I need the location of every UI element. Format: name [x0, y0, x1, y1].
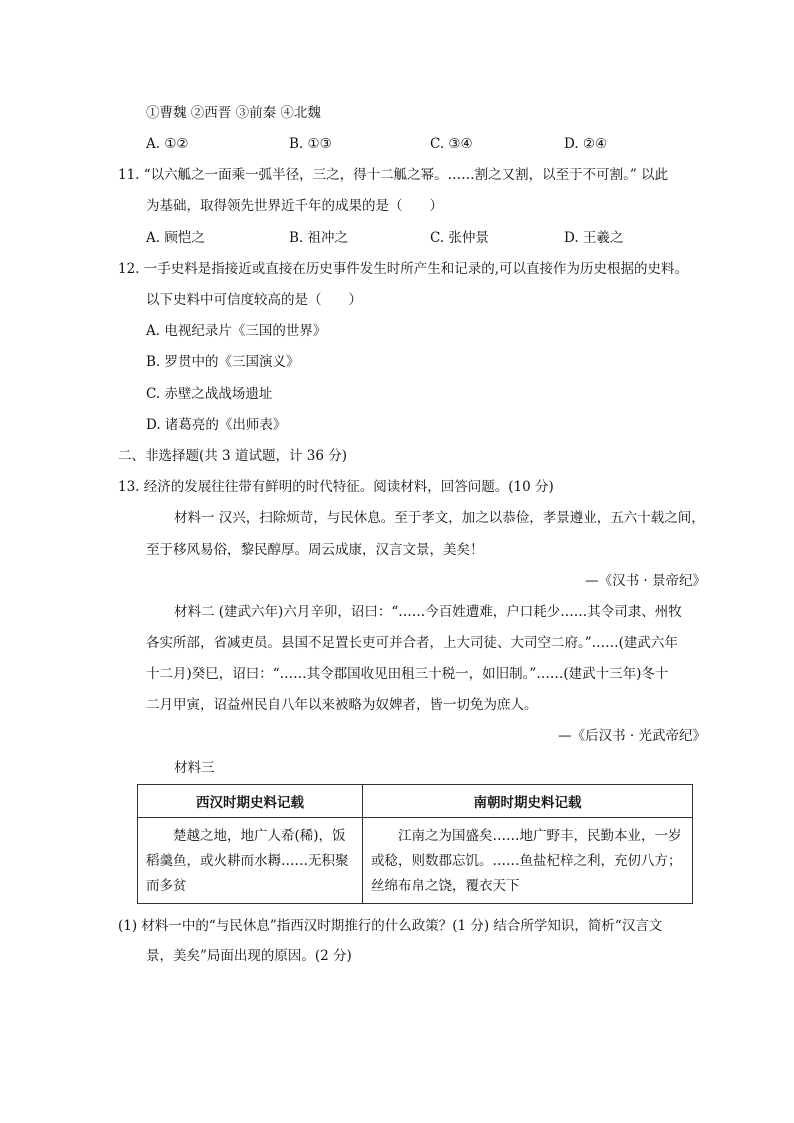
q13-material2-line2: 各实所部，省减吏员。县国不足置长吏可并合者，上大司徒、大司空二府。”……(建武六年 [146, 635, 678, 651]
q11-stem-line2: 为基础，取得领先世界近千年的成果的是（ ） [146, 198, 443, 214]
section-heading: 二、非选择题(共 3 道试题，计 36 分) [118, 448, 347, 464]
q10-items: ①曹魏 ②西晋 ③前秦 ④北魏 [146, 105, 321, 121]
q13-material3-table [137, 784, 693, 904]
q13-material1-line1: 材料一 汉兴，扫除烦苛，与民休息。至于孝文，加之以恭俭，孝景遵业，五六十载之间， [174, 510, 705, 526]
q13-sub1-line2: 景，美矣”局面出现的原因。(2 分) [146, 948, 352, 964]
q10-option-b: B. ①③ [289, 136, 332, 152]
q12-option-a: A. 电视纪录片《三国的世界》 [146, 323, 327, 339]
q11-option-c: C. 张仲景 [430, 230, 489, 246]
table-cell-southern-dynasties: 江南之为国盛矣……地广野丰，民勤本业，一岁或稔，则数郡忘饥。……鱼盐杞梓之利，充仞八方；丝绵布帛之饶，覆衣天下 [363, 818, 693, 904]
q10-option-c: C. ③④ [430, 136, 473, 152]
q12-option-b: B. 罗贯中的《三国演义》 [146, 354, 300, 370]
q13-material2-line3: 十二月)癸巳，诏曰：“……其令郡国收见田租三十税一，如旧制。”……(建武十三年)冬十 [146, 666, 669, 682]
table-header-west-han: 西汉时期史料记载 [138, 785, 363, 818]
q13-sub1-line1: (1) 材料一中的“与民休息”指西汉时期推行的什么政策？(1 分) 结合所学知识，简析“汉言文 [118, 918, 663, 934]
q13-material3-label: 材料三 [174, 760, 215, 776]
q11-stem-line1: 11. “以六觚之一面乘一弧半径，三之，得十二觚之幂。……割之又割，以至于不可割。” 以此 [118, 167, 669, 183]
q13-material2-line1: 材料二 (建武六年)六月辛卯，诏曰：“……今百姓遭难，户口耗少……其令司隶、州牧 [174, 604, 682, 620]
q12-option-d: D. 诸葛亮的《出师表》 [146, 417, 287, 433]
q13-material1-line2: 至于移风易俗，黎民醇厚。周云成康，汉言文景，美矣！ [146, 542, 484, 558]
q13-intro: 13. 经济的发展往往带有鲜明的时代特征。阅读材料，回答问题。(10 分) [118, 479, 554, 495]
q13-material2-source: —《后汉书 · 光武帝纪》 [558, 728, 706, 744]
q10-option-a: A. ①② [146, 136, 189, 152]
table-cell-west-han: 楚越之地，地广人希(稀)，饭稻羹鱼，或火耕而水耨……无积聚而多贫 [138, 818, 363, 904]
q12-option-c: C. 赤壁之战战场遗址 [146, 386, 273, 402]
q12-stem-line1: 12. 一手史料是指接近或直接在历史事件发生时所产生和记录的,可以直接作为历史根据的史料。 [118, 261, 689, 277]
q12-stem-line2: 以下史料中可信度较高的是（ ） [146, 292, 362, 308]
q10-option-d: D. ②④ [564, 136, 608, 152]
q13-material2-line4: 二月甲寅，诏益州民自八年以来被略为奴婢者，皆一切免为庶人。 [146, 697, 538, 713]
q11-option-a: A. 顾恺之 [146, 230, 205, 246]
q13-material1-source: —《汉书 · 景帝纪》 [585, 573, 706, 589]
q11-option-b: B. 祖冲之 [289, 230, 349, 246]
table-header-southern-dynasties: 南朝时期史料记载 [363, 785, 693, 818]
q11-option-d: D. 王羲之 [564, 230, 624, 246]
